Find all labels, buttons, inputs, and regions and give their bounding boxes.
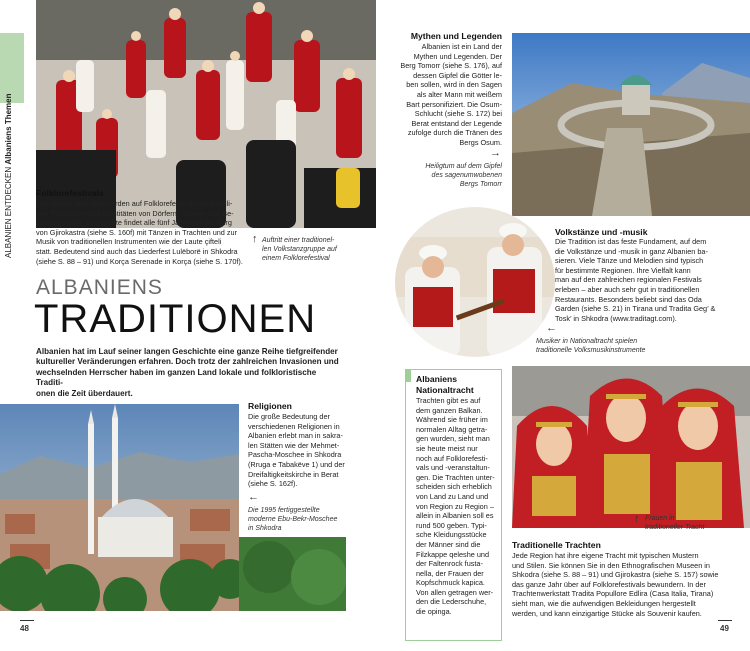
music-heading: Volkstänze und -musik [555, 227, 648, 237]
music-line: erleben – aber auch sehr gut in traditionellen [555, 284, 700, 294]
costume-line: scheiden sich erheblich [416, 482, 492, 492]
caption-line: Bergs Tomorr [459, 181, 502, 188]
mosque-caption [248, 506, 348, 533]
page-number-left: 48 [20, 624, 29, 633]
religion-line: Dreifaltigkeitskirche in Berat [248, 469, 339, 479]
costume-line: den die Lederschuhe, [416, 597, 487, 607]
music-line: für bestimmte Regionen. Ihre Vielfalt kann [555, 265, 691, 275]
intro-line: Albanien hat im Lauf seiner langen Geschichte eine ganze Reihe tiefgreifender [36, 347, 338, 356]
chapter-side-label [4, 94, 13, 259]
intro-text [36, 347, 342, 399]
caption-line: in Shkodra [248, 525, 282, 532]
regional-line: das ganze Jahr über auf Folklorefestivals bewundern. In der [512, 579, 706, 589]
religion-line: verschiedenen Religionen in [248, 421, 340, 431]
caption-line: Die 1995 fertiggestellte [248, 507, 320, 514]
title-large: TRADITIONEN [34, 297, 317, 341]
costume-line: gen wurden, sieht man [416, 434, 490, 444]
folklore-line: Musik von traditionellen Instrumenten wie der Laute çifteli [36, 237, 222, 247]
caption-line: einem Folklorefestival [262, 255, 330, 262]
box-accent [406, 370, 411, 382]
intro-line: wechselnden Herrscher haben im ganzen Land lokale und folkloristische Traditi- [36, 367, 317, 388]
music-line: man auf den zahlreichen regionalen Festivals [555, 275, 702, 285]
myth-line: Berg Tomorr (siehe S. 176), auf [400, 61, 502, 71]
mosque-photo [0, 404, 239, 611]
regional-line: werden, und kann einzigartige Stücke als Souvenir kaufen. [512, 608, 702, 618]
costume-line: gen. Die Trachten unter- [416, 472, 495, 482]
caption-line: traditioneller Tracht [645, 524, 705, 531]
folklore-line: zirken gefeiert. Das größte findet alle fünf Jahre auf der Burg [36, 218, 232, 228]
arrow-left-icon: ← [546, 322, 557, 334]
regional-line: Jede Region hat ihre eigene Tracht mit typischen Mustern [512, 551, 699, 560]
religion-line: (Rruga e Tabakëve 1) und der [248, 459, 345, 469]
costume-line: allein in Albanien soll es [416, 511, 494, 521]
costume-line: dem ganzen Balkan. [416, 405, 483, 415]
regional-heading: Traditionelle Trachten [512, 540, 601, 550]
caption-line: moderne Ebu-Bekr-Moschee [248, 516, 338, 523]
myth-line: Albanien ist ein Land der [421, 42, 502, 51]
women-costume-photo [512, 366, 750, 528]
folklore-line: statt. Bedeutend sind auch das Liederfest Lulëborë in Shkodra [36, 246, 238, 256]
costume-line: Filzkappe qeleshe und [416, 549, 490, 559]
costume-line: sie heute meist nur [416, 443, 478, 453]
music-line: Restaurants. Besonders beliebt sind das Oda [555, 294, 702, 304]
religion-text [248, 412, 348, 489]
myth-line: als alter Mann mit weißem [416, 89, 502, 99]
folklore-heading: Folklorefestivals [36, 188, 104, 198]
regional-line: Shkodra (siehe S. 88 – 91) und Gjirokastra (siehe S. 157) sowie [512, 570, 719, 580]
myth-line: Bart personifiziert. Die Osum- [406, 99, 502, 109]
costume-line: normalen Alltag getra- [416, 424, 488, 434]
music-text [555, 237, 750, 323]
music-line: Garden (siehe S. 21) in Tirana und Tradita Geg’ & [555, 304, 716, 314]
page-number-right: 49 [720, 624, 729, 633]
caption-line: des sagenumwobenen [431, 172, 502, 179]
side-label-light: ALBANIEN ENTDECKEN [4, 166, 13, 258]
costume-line: nella, der Frauen der [416, 568, 484, 578]
music-line: Tosk’ in Shkodra (www.traditagt.com). [555, 313, 677, 323]
intro-line: kultureller Veränderungen erfahren. Doch trotz der zahlreichen Invasionen und [36, 357, 339, 367]
folklore-line: (siehe S. 88 – 91) und Korça Serenade in Korça (siehe S. 170f). [36, 256, 243, 266]
religion-line: (siehe S. 162f). [248, 479, 298, 489]
regional-line: Trachtenwerkstatt Tradita Popullore Edlira (Casa Italia, Tirana) [512, 589, 714, 599]
regional-line: sieht man, wie die aufwendigen Bekleidungen hergestellt [512, 598, 696, 608]
caption-line: len Volkstanzgruppe auf [262, 246, 337, 253]
costume-line: rund 500 geben. Typi- [416, 520, 487, 530]
arrow-left-icon: ← [248, 491, 259, 503]
women-caption [645, 514, 745, 532]
religion-line: Albanien erlebt man in sakra- [248, 431, 343, 441]
arrow-up-icon: ↑ [252, 233, 258, 245]
costume-line: der Männer sind die [416, 539, 481, 549]
mosque-photo-lower [239, 537, 346, 611]
tomorr-summit-photo [512, 33, 750, 216]
page-rule-left [20, 620, 34, 621]
caption-line: Frauen in [645, 515, 675, 522]
tomorr-caption [400, 162, 502, 189]
costume-line: vals und -veranstaltun- [416, 463, 490, 473]
myth-text [398, 42, 502, 148]
myth-line: Schlucht (siehe S. 172) bei [414, 109, 502, 119]
title-small: ALBANIENS [36, 276, 163, 299]
costume-line: Von allen getragen wer- [416, 587, 494, 597]
myth-line: zufolge durch die Tränen des [407, 128, 502, 138]
intro-line: onen die Zeit überdauert. [36, 388, 133, 398]
arrow-up-icon: ↑ [634, 513, 640, 525]
music-line: die Volkstänze und -musik in ganz Albanien ba- [555, 246, 708, 256]
music-line: sieren. Viele Tänze und Melodien sind typisch [555, 256, 704, 266]
folklore-line: gen Traditionen und Identitäten von Dörfern, Städten und Be- [36, 208, 234, 218]
costume-line: Während sie früher im [416, 415, 488, 425]
caption-line: Musiker in Nationaltracht spielen [536, 338, 638, 345]
myth-line: Mythen und Legenden. Der [413, 51, 502, 61]
musicians-caption [536, 337, 696, 355]
caption-line: traditionelle Volksmusikinstrumente [536, 347, 646, 354]
myth-line: dessen Gipfel die Götter le- [413, 70, 502, 80]
arrow-right-icon: → [490, 147, 501, 159]
myth-line: Berat entstand der Legende [411, 118, 502, 128]
costume-line: sche Kleidungsstücke [416, 530, 487, 540]
folklore-text [36, 199, 250, 266]
costume-line: die opinga. [416, 607, 452, 617]
myth-heading: Mythen und Legenden [410, 31, 502, 41]
costume-line: der Faltenrock fusta- [416, 559, 483, 569]
folklore-caption [262, 236, 372, 263]
myth-line: ben sollen, wird in den Sagen [406, 80, 502, 90]
side-label-bold: Albaniens Themen [4, 93, 13, 165]
costume-line: von Region zu Region – [416, 501, 494, 511]
folklore-line: Das ganze Jahr über werden auf Folklorefestivals die jeweili- [36, 199, 233, 208]
musicians-photo [395, 207, 555, 357]
regional-line: und Stilen. Sie können Sie in den Ethnografischen Museen in [512, 560, 710, 570]
page-rule-right [718, 620, 732, 621]
religion-line: Die große Bedeutung der [248, 412, 330, 421]
costume-line: noch auf Folklorefesti- [416, 453, 488, 463]
costume-line: Kopfschmuck kapica. [416, 578, 485, 588]
costume-line: von Land zu Land und [416, 491, 489, 501]
caption-line: Heiligtum auf dem Gipfel [425, 163, 502, 170]
regional-text [512, 551, 748, 618]
costume-line: Trachten gibt es auf [416, 396, 481, 405]
costume-heading: Albaniens Nationaltracht [416, 374, 474, 395]
religion-heading: Religionen [248, 401, 292, 411]
religion-line: len Stätten wie der Mehmet- [248, 440, 340, 450]
costume-text [416, 396, 502, 617]
music-line: Die Tradition ist das feste Fundament, auf dem [555, 237, 707, 246]
religion-line: Pascha-Moschee in Shkodra [248, 450, 342, 460]
folklore-line: von Gjirokastra (siehe S. 160f) mit Tänzen in Trachten und zur [36, 227, 238, 237]
myth-line: Bergs Osum. [459, 137, 502, 147]
caption-line: Auftritt einer traditionel- [262, 237, 335, 244]
